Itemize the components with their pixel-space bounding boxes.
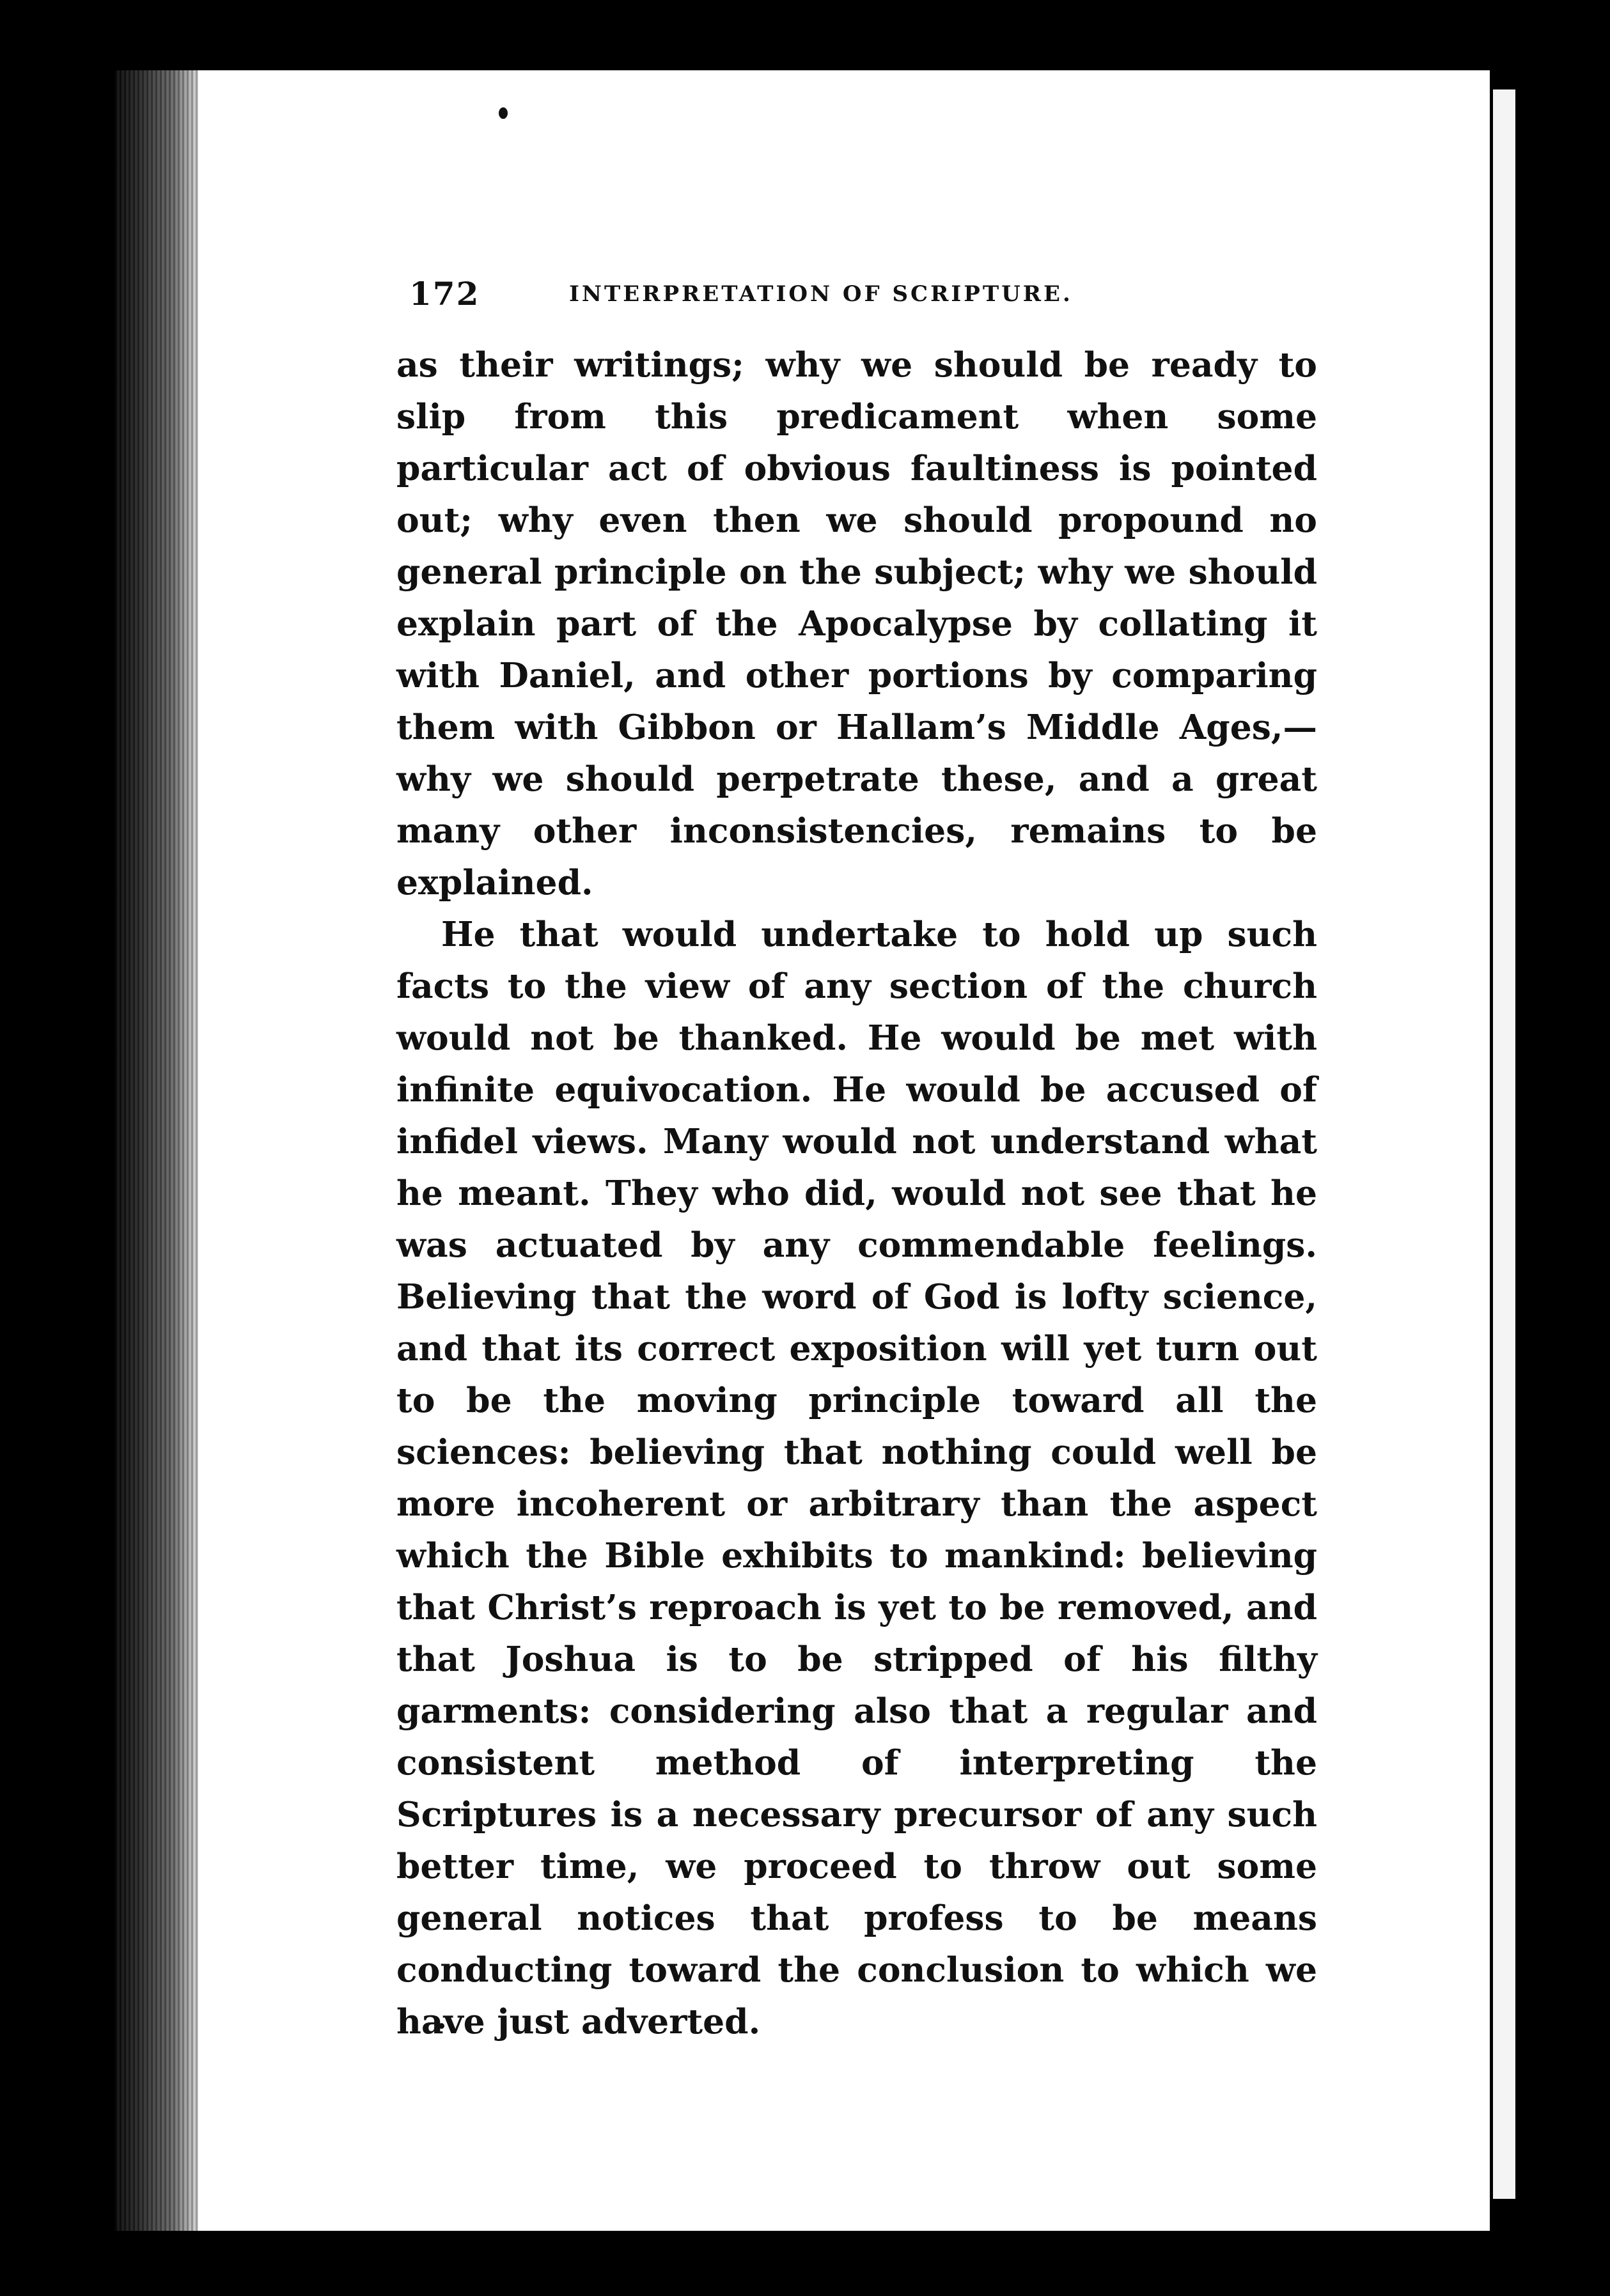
running-title: INTERPRETATION OF SCRIPTURE. bbox=[569, 281, 1073, 307]
paragraph: as their writings; why we should be ready to slip from this predicament when some particular act of obvious faultiness is pointed out; why even then we should propound no general principle on the subject; why we should explain part of the Apocalypse by collating it with Daniel, and other portions by comparing them with Gibbon or Hallam’s Middle Ages,—why we should perpetrate these, and a great many other inconsistencies, remains to be explained. bbox=[396, 345, 1317, 903]
running-header bbox=[409, 275, 1336, 313]
next-page-edge bbox=[1493, 89, 1515, 2199]
ink-speck bbox=[499, 107, 508, 119]
binding-gutter-texture bbox=[115, 70, 198, 2231]
page-body bbox=[396, 339, 1317, 2047]
page-number: 172 bbox=[409, 275, 480, 313]
paragraph: He that would undertake to hold up such facts to the view of any section of the church would not be thanked. He would be met with infinite equivocation. He would be accused of infidel views. Many would not understand what he meant. They who did, would not see that he was actuated by any commendable feelings. Believing that the word of God is lofty science, and that its correct exposition will yet turn out to be the moving principle toward all the sciences: believing that nothing could well be more incoherent or arbitrary than the aspect which the Bible exhibits to mankind: believing that Christ’s reproach is yet to be removed, and that Joshua is to be stripped of his filthy garments: considering also that a regular and consistent method of interpreting the Scriptures is a necessary precursor of any such better time, we proceed to throw out some general notices that profess to be means conducting toward the conclusion to which we have just adverted. bbox=[396, 914, 1317, 2042]
